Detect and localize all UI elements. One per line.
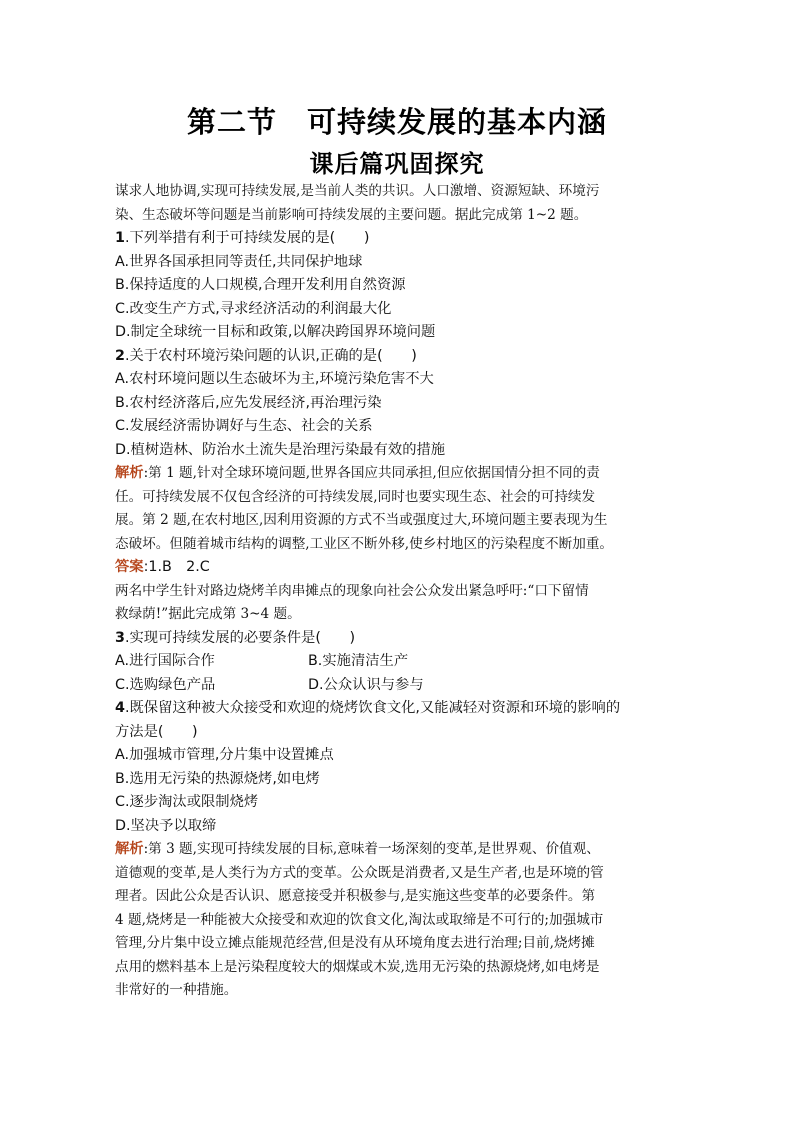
explanation-text: :第 1 题,针对全球环境问题,世界各国应共同承担,但应依据国情分担不同的责: [143, 465, 600, 481]
option-c: C.选购绿色产品: [115, 676, 216, 693]
question-4: [115, 697, 685, 838]
option-a: A.进行国际合作: [115, 653, 215, 669]
explanation-2: [115, 838, 685, 1003]
intro-line: 两名中学生针对路边烧烤羊肉串摊点的现象向社会公众发出紧急呼吁:“口下留情: [115, 582, 589, 599]
question-text: .既保留这种被大众接受和欢迎的烧烤饮食文化,又能减轻对资源和环境的影响的: [124, 700, 621, 716]
question-2: [115, 345, 685, 463]
explanation-line: 4 题,烧烤是一种能被大众接受和欢迎的饮食文化,淘汰或取缔是不可行的;加强城市: [115, 911, 604, 928]
option-c: C.发展经济需协调好与生态、社会的关系: [115, 418, 373, 434]
option-b: B.实施清洁生产: [308, 653, 409, 669]
option-b: B.农村经济落后,应先发展经济,再治理污染: [115, 394, 382, 411]
option-d: D.制定全球统一目标和政策,以解决跨国界环境问题: [115, 324, 436, 340]
option-b: B.保持适度的人口规模,合理开发利用自然资源: [115, 277, 406, 293]
explanation-line: 态破坏。但随着城市结构的调整,工业区不断外移,使乡村地区的污染程度不断加重。: [115, 535, 614, 552]
question-3: [115, 627, 685, 698]
option-c: C.逐步淘汰或限制烧烤: [115, 794, 259, 810]
intro-passage-1: [115, 180, 685, 227]
page-subtitle: 课后篇巩固探究: [309, 149, 485, 178]
explanation-line: [115, 462, 685, 486]
page-title: 第二节 可持续发展的基本内涵: [186, 105, 607, 139]
explanation-line: [115, 838, 685, 862]
option-a: A.农村环境问题以生态破坏为主,环境污染危害不大: [115, 371, 434, 387]
option-d: D.植树造林、防治水土流失是治理污染最有效的措施: [115, 441, 446, 458]
question-stem-continued: 方法是( ): [115, 723, 198, 740]
question-text: .实现可持续发展的必要条件是( ): [124, 629, 356, 646]
explanation-line: 点用的燃料基本上是污染程度较大的烟煤或木炭,选用无污染的热源烧烤,如电烤是: [115, 958, 600, 975]
option-d: D.公众认识与参与: [308, 676, 424, 693]
option-c: C.改变生产方式,寻求经济活动的利润最大化: [115, 300, 392, 317]
explanation-label: 解析: [115, 465, 144, 481]
explanation-line: 任。可持续发展不仅包含经济的可持续发展,同时也要实现生态、社会的可持续发: [115, 488, 596, 505]
intro-line: 谋求人地协调,实现可持续发展,是当前人类的共识。人口激增、资源短缺、环境污: [115, 183, 600, 199]
answer-text: :1.B 2.C: [143, 559, 210, 575]
option-a: A.加强城市管理,分片集中设置摊点: [115, 747, 334, 763]
question-stem: [115, 697, 685, 721]
document-body: [115, 180, 685, 1003]
question-number: 3: [115, 629, 125, 646]
explanation-line: 管理,分片集中设立摊点能规范经营,但是没有从环境角度去进行治理;目前,烧烤摊: [115, 935, 595, 951]
explanation-text: :第 3 题,实现可持续发展的目标,意味着一场深刻的变革,是世界观、价值观、: [143, 841, 600, 857]
option-row: [115, 674, 685, 698]
question-1: [115, 227, 685, 345]
question-number: 4: [115, 700, 125, 716]
question-number: 1: [115, 230, 125, 246]
explanation-line: 非常好的一种措施。: [115, 982, 238, 998]
answer-label: 答案: [115, 559, 144, 575]
option-b: B.选用无污染的热源烧烤,如电烤: [115, 770, 320, 787]
option-d: D.坚决予以取缔: [115, 817, 217, 834]
intro-line: 救绿荫!”据此完成第 3~4 题。: [115, 606, 301, 622]
option-a: A.世界各国承担同等责任,共同保护地球: [115, 253, 363, 270]
question-stem: [115, 227, 685, 251]
question-stem: [115, 345, 685, 369]
question-text: .关于农村环境污染问题的认识,正确的是( ): [124, 347, 417, 364]
answer-1: [115, 556, 685, 580]
explanation-line: 道德观的变革,是人类行为方式的变革。公众既是消费者,又是生产者,也是环境的管: [115, 864, 604, 881]
intro-passage-2: [115, 580, 685, 627]
intro-line: 染、生态破坏等问题是当前影响可持续发展的主要问题。据此完成第 1~2 题。: [115, 206, 588, 223]
explanation-label: 解析: [115, 841, 144, 857]
explanation-line: 理者。因此公众是否认识、愿意接受并积极参与,是实施这些变革的必要条件。第: [115, 888, 596, 904]
question-number: 2: [115, 347, 125, 364]
explanation-1: [115, 462, 685, 556]
explanation-line: 展。第 2 题,在农村地区,因利用资源的方式不当或强度过大,环境问题主要表现为生: [115, 512, 608, 528]
option-row: [115, 650, 685, 674]
question-stem: [115, 627, 685, 651]
question-text: .下列举措有利于可持续发展的是( ): [124, 230, 370, 246]
